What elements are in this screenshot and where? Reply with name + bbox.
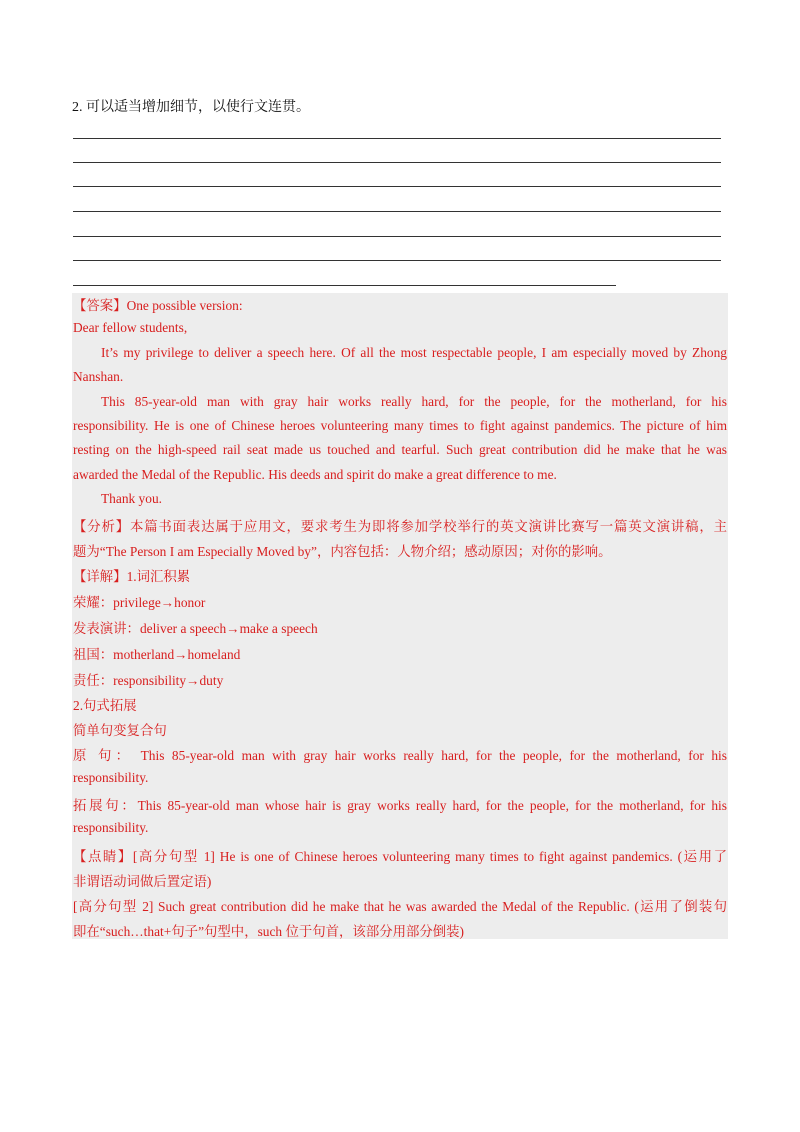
answer-block-background [72,293,728,939]
original-sentence-line-1: 原 句： This 85-year-old man with gray hair works really hard, for the people, for the motherland, for his [73,748,727,763]
highlight-line-2: 非谓语动词做后置定语) [73,874,212,889]
analysis-text-1: 本篇书面表达属于应用文，要求考生为即将参加学校举行的英文演讲比赛写一篇英文演讲稿，主 [129,519,728,534]
detail-heading-vocab: 1.词汇积累 [126,569,191,584]
vocab-item-4: 责任：responsibility→duty [73,673,224,688]
extended-sentence-line-1: 拓展句：This 85-year-old man whose hair is gray works really hard, for the people, for the motherland, for his [73,798,727,813]
answer-header [73,295,243,314]
answer-tag: 【答案】 [73,298,127,313]
original-sentence-line-2: responsibility. [73,770,149,785]
answer-line-4 [73,211,721,212]
vocab-item-1: 荣耀：privilege→honor [73,595,206,610]
closing: Thank you. [101,491,162,506]
highlight-line-4: 即在“such…that+句子”句型中，such 位于句首，该部分用部分倒装) [73,924,465,939]
salutation: Dear fellow students, [73,320,188,335]
paragraph-1-line-2: Nanshan. [73,369,124,384]
answer-line-5 [73,236,721,237]
detail-subheading: 简单句变复合句 [73,723,167,738]
paragraph-2-line-3: resting on the high-speed rail seat made us touched and tearful. Such great contribution did he make that he was [73,442,727,457]
instruction-line: 2. 可以适当增加细节，以使行文连贯。 [72,100,310,115]
answer-line-6 [73,260,721,261]
analysis-line-1 [73,516,727,535]
detail-heading-sentence: 2.句式拓展 [73,698,137,713]
answer-line-3 [73,186,721,187]
vocab-item-2: 发表演讲：deliver a speech→make a speech [73,621,318,636]
detail-tag: 【详解】 [73,569,127,584]
vocab-item-3: 祖国：motherland→homeland [73,647,241,662]
analysis-line-2: 题为“The Person I am Especially Moved by”，内容包括：人物介绍；感动原因；对你的影响。 [73,544,612,559]
paragraph-2-line-4: awarded the Medal of the Republic. His deeds and spirit do make a great difference to me. [73,467,557,482]
highlight-line-1 [73,846,727,865]
answer-line-2 [73,162,721,163]
highlight-sentence-1: [高分句型 1] He is one of Chinese heroes volunteering many times to fight against pandemics. (运用了 [132,849,727,864]
answer-line-1 [73,138,721,139]
paragraph-2-line-2: responsibility. He is one of Chinese heroes volunteering many times to fight against pandemics. The picture of him [73,418,727,433]
analysis-tag: 【分析】 [73,519,130,534]
answer-line-7 [73,285,616,286]
paragraph-1-line-1: It’s my privilege to deliver a speech here. Of all the most respectable people, I am especially moved by Zhong [101,345,727,360]
paragraph-2-line-1: This 85-year-old man with gray hair works really hard, for the people, for the motherland, for his [101,394,727,409]
extended-sentence-line-2: responsibility. [73,820,149,835]
detail-header [73,566,190,585]
highlight-line-3: [高分句型 2] Such great contribution did he make that he was awarded the Medal of the Republic. (运用了倒装句 [73,899,727,914]
highlight-tag: 【点睛】 [73,849,133,864]
answer-intro: One possible version: [126,298,243,313]
